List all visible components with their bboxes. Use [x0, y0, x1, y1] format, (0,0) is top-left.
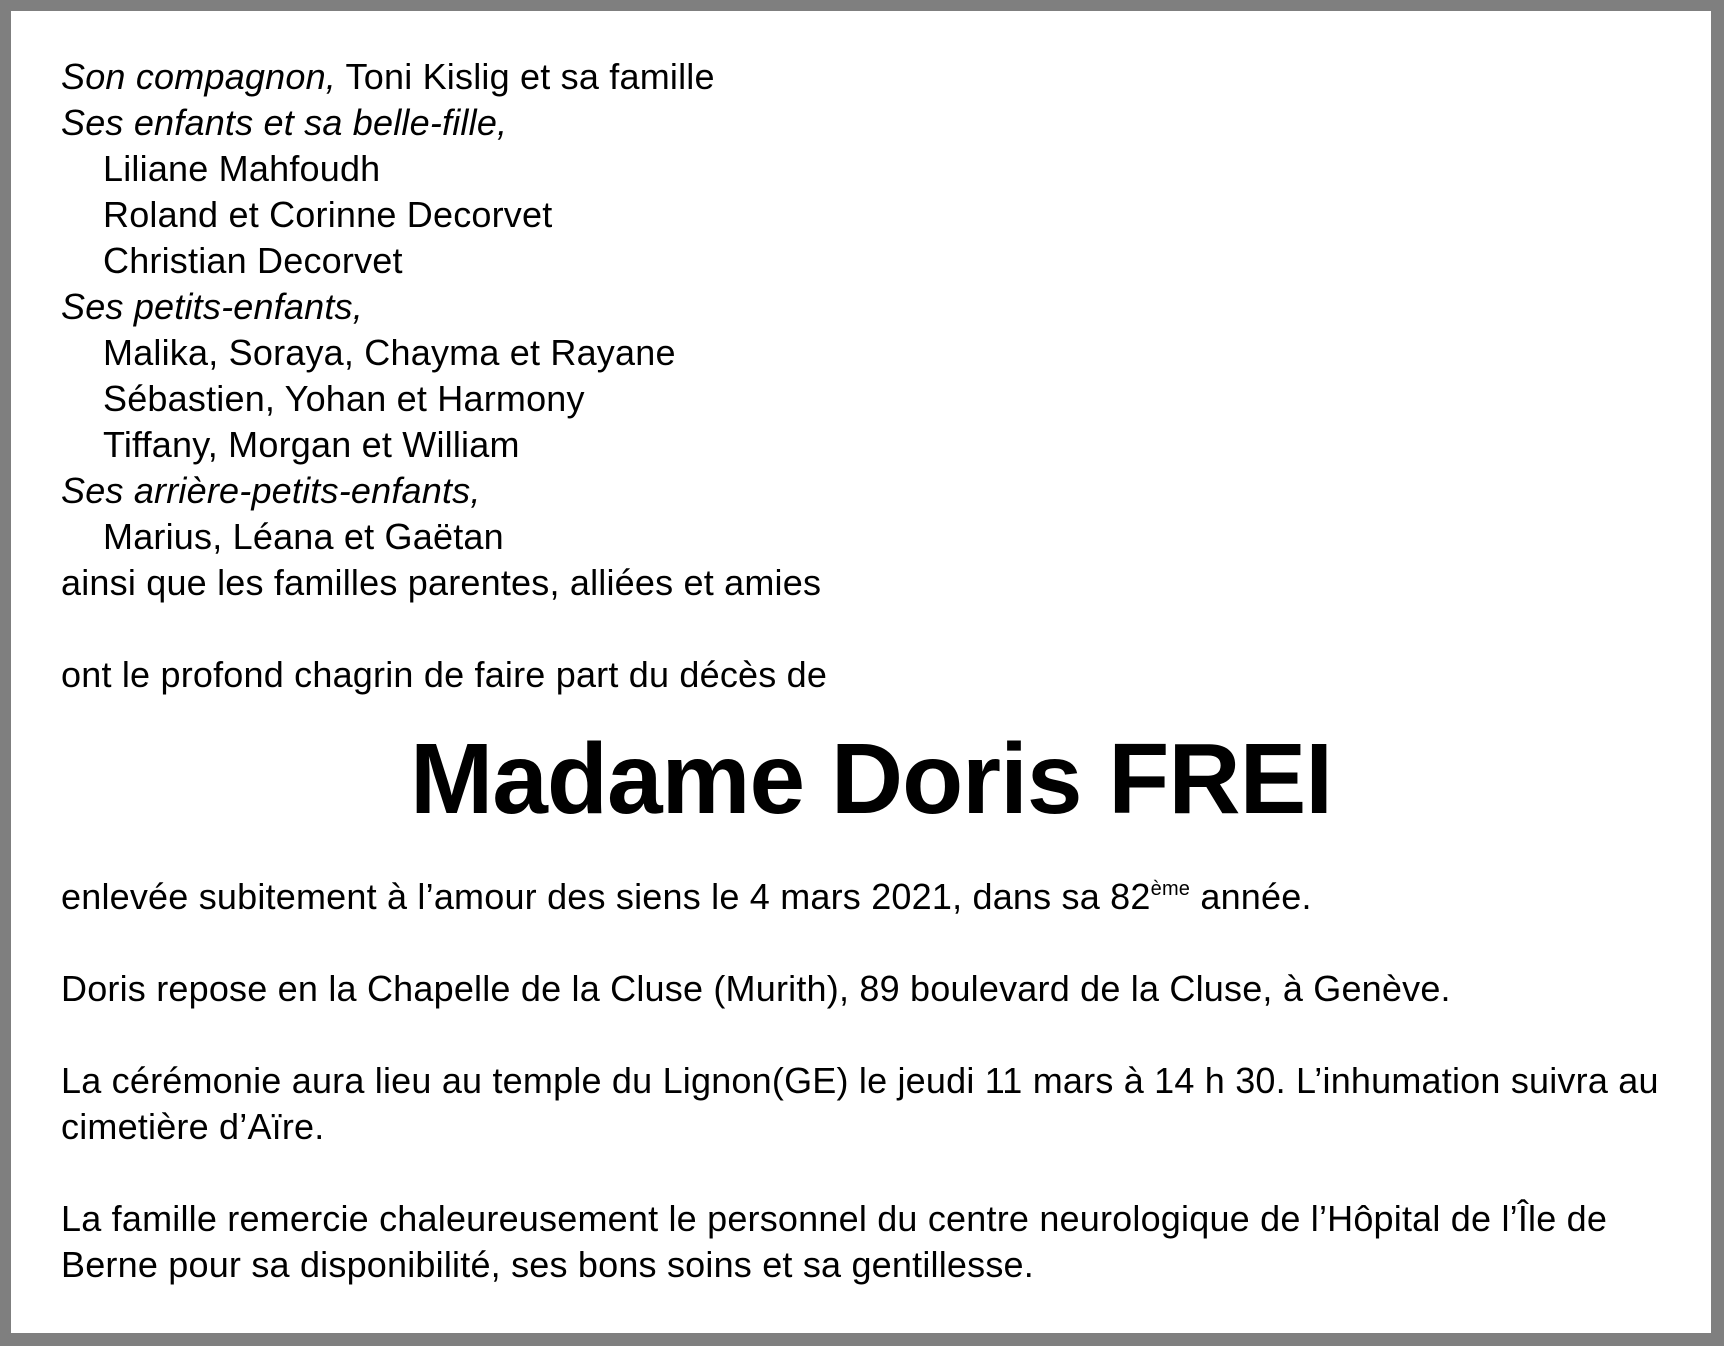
obituary-content: [61, 54, 1681, 1288]
child-name: Roland et Corinne Decorvet: [103, 194, 553, 235]
child-name: Christian Decorvet: [103, 240, 403, 281]
companion-name: Toni Kislig et sa famille: [336, 56, 715, 97]
companion-line: [61, 54, 1681, 100]
companion-role: Son compagnon,: [61, 56, 336, 97]
repose-paragraph: Doris repose en la Chapelle de la Cluse (Murith), 89 boulevard de la Cluse, à Genève.: [61, 968, 1451, 1009]
announcement-text: ont le profond chagrin de faire part du décès de: [61, 654, 828, 695]
grandchildren-names: Malika, Soraya, Chayma et Rayane: [103, 332, 676, 373]
ordinal-superscript: ème: [1150, 878, 1191, 900]
death-text-after: année.: [1190, 876, 1312, 917]
great-grandchildren-names: Marius, Léana et Gaëtan: [103, 516, 504, 557]
grandchildren-names: Sébastien, Yohan et Harmony: [103, 378, 585, 419]
great-grandchildren-role: Ses arrière-petits-enfants,: [61, 470, 481, 511]
thanks-paragraph: La famille remercie chaleureusement le personnel du centre neurologique de l’Hôpital de l’Île de Berne pour sa disponibilité, ses bons soins et sa gentillesse.: [61, 1198, 1608, 1285]
grandchildren-names: Tiffany, Morgan et William: [103, 424, 520, 465]
obituary-page: [11, 11, 1711, 1333]
grandchildren-role: Ses petits-enfants,: [61, 286, 363, 327]
child-name: Liliane Mahfoudh: [103, 148, 381, 189]
ceremony-paragraph: La cérémonie aura lieu au temple du Lignon(GE) le jeudi 11 mars à 14 h 30. L’inhumation suivra au cimetière d’Aïre.: [61, 1060, 1659, 1147]
extended-family-line: ainsi que les familles parentes, alliées et amies: [61, 562, 822, 603]
children-role: Ses enfants et sa belle-fille,: [61, 102, 508, 143]
death-notice-line: [61, 874, 1681, 920]
death-text-before: enlevée subitement à l’amour des siens le 4 mars 2021, dans sa 82: [61, 876, 1151, 917]
deceased-name: Madame Doris FREI: [409, 723, 1333, 835]
